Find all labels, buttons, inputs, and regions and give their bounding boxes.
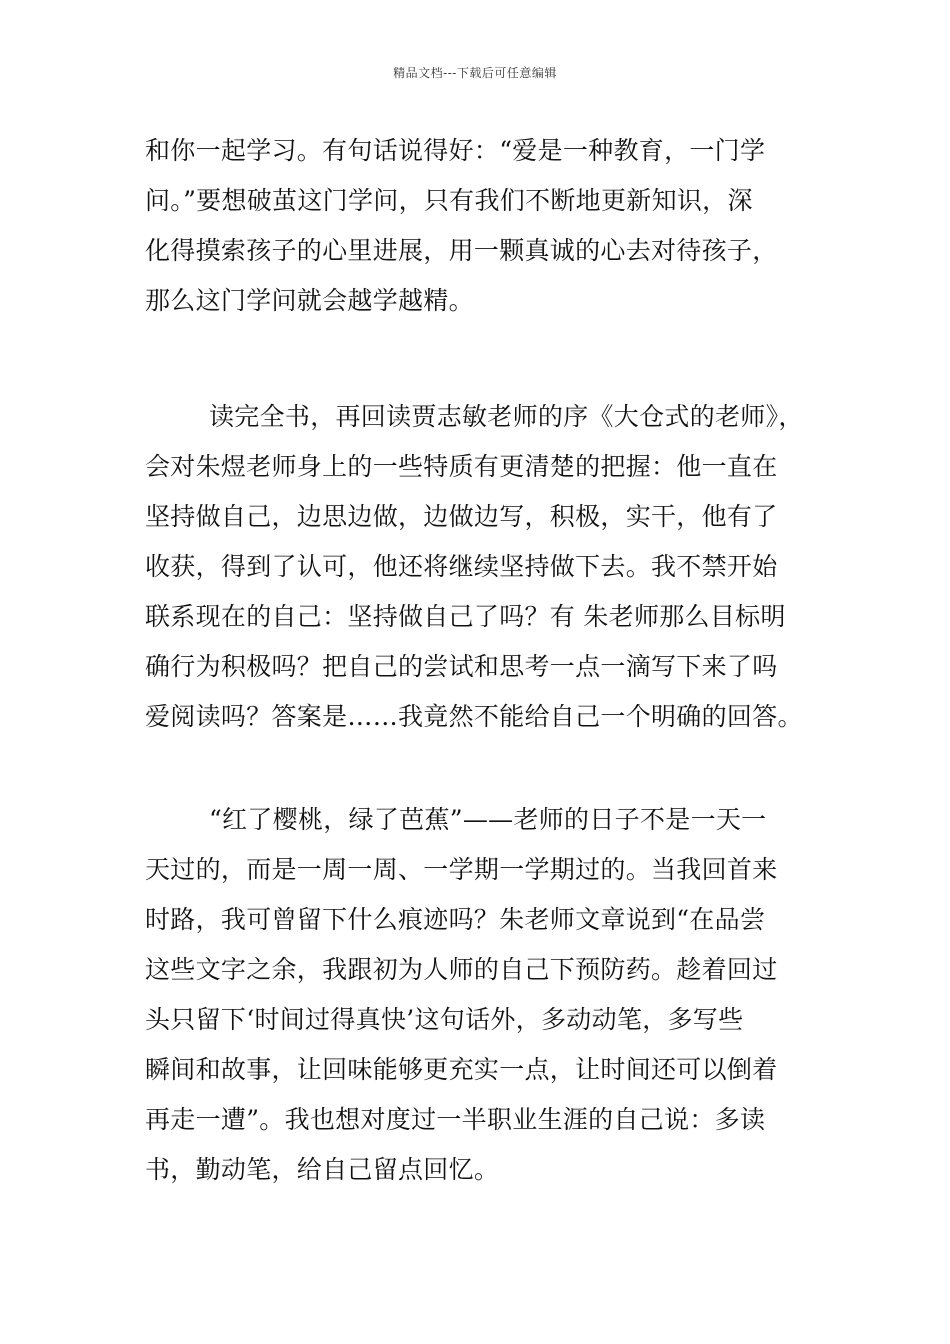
text-line: 这些文字之余，我跟初为人师的自己下预防药。趁着回过	[145, 955, 778, 984]
text-line: 那么这门学问就会越学越精。	[145, 286, 474, 315]
text-line: 联系现在的自己：坚持做自己了吗？有 朱老师那么目标明	[145, 602, 786, 631]
paragraph-spacer	[145, 326, 815, 392]
text-line: 会对朱煜老师身上的一些特质有更清楚的把握：他一直在	[145, 452, 778, 481]
paragraph-2	[145, 392, 815, 742]
text-line: 头只留下‘时间过得真快’这句话外，多动动笔，多写些	[145, 1005, 744, 1034]
text-line: 天过的，而是一周一周、一学期一学期过的。当我回首来	[145, 855, 778, 884]
text-line: 收获，得到了认可，他还将继续坚持做下去。我不禁开始	[145, 552, 778, 581]
text-line: 化得摸索孩子的心里进展，用一颗真诚的心去对待孩子，	[145, 236, 778, 265]
text-line: 和你一起学习。有句话说得好：“爱是一种教育，一门学	[145, 136, 766, 165]
text-line: 书，勤动笔，给自己留点回忆。	[145, 1155, 500, 1184]
text-line: 时路，我可曾留下什么痕迹吗？朱老师文章说到“在品尝	[145, 905, 766, 934]
text-line: 爱阅读吗？答案是……我竟然不能给自己一个明确的回答。	[145, 702, 803, 731]
paragraph-1	[145, 126, 815, 326]
text-line: 确行为积极吗？把自己的尝试和思考一点一滴写下来了吗	[145, 652, 778, 681]
text-line: 再走一遭”。我也想对度过一半职业生涯的自己说：多读	[145, 1105, 766, 1134]
page-header: 精品文档---下载后可任意编辑	[393, 66, 557, 80]
text-line: 读完全书，再回读贾志敏老师的序《大仓式的老师》，	[209, 402, 804, 431]
paragraph-3	[145, 795, 815, 1195]
paragraph-spacer	[145, 742, 815, 795]
text-line: 坚持做自己，边思边做，边做边写，积极，实干，他有了	[145, 502, 778, 531]
text-line: 瞬间和故事，让回味能够更充实一点，让时间还可以倒着	[145, 1055, 778, 1084]
text-line: “红了樱桃，绿了芭蕉”——老师的日子不是一天一	[209, 805, 767, 834]
text-line: 问。”要想破茧这门学问，只有我们不断地更新知识，深	[145, 186, 753, 215]
document-body	[145, 126, 815, 1195]
